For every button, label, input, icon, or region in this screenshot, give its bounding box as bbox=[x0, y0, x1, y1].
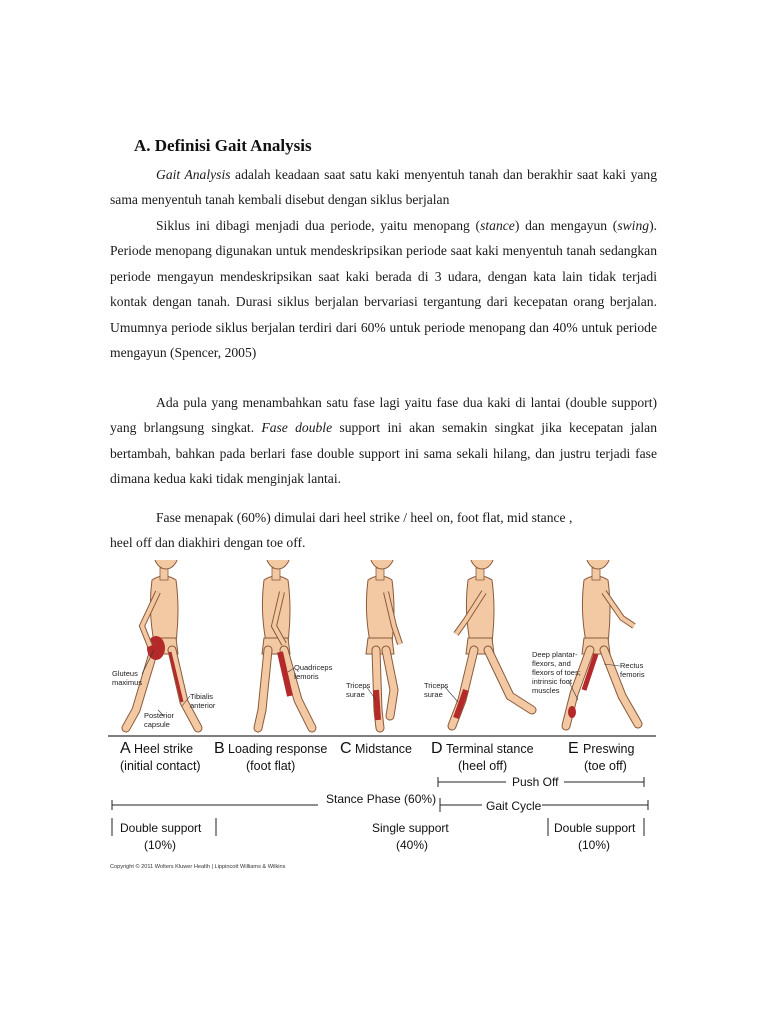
phase-d-name: Terminal stance bbox=[446, 742, 534, 756]
italic-term: Gait Analysis bbox=[156, 167, 231, 182]
label-surae-d: surae bbox=[424, 690, 443, 699]
single-support-pct: (40%) bbox=[396, 838, 429, 852]
italic-term: Fase double bbox=[261, 420, 333, 436]
label-gluteus: Gluteus bbox=[112, 669, 138, 678]
label-surae-c: surae bbox=[346, 690, 365, 699]
walker-b bbox=[258, 560, 312, 728]
phase-b-name: Loading response bbox=[228, 742, 328, 756]
label-deep-5: muscles bbox=[532, 686, 560, 695]
phase-e-name: Preswing bbox=[583, 742, 635, 756]
paragraph-text: ). Periode menopang digunakan untuk mendeskripsikan periode saat kaki menyentuh tanah sedangkan periode mengayun mendeskripsikan saat kaki berada di 3 udara, dengan kata lain tidak terjadi kontak dengan tanah. Durasi siklus berjalan bervariasi tergantung dari kecepatan orang berjalan. Umumnya periode siklus berjalan terdiri dari 60% untuk periode menopang dan 40% untuk periode mengayun (Spencer, 2005) bbox=[110, 218, 657, 361]
phase-a-sub: (initial contact) bbox=[120, 759, 201, 773]
double-support-right-pct: (10%) bbox=[578, 838, 611, 852]
label-femoris-b: femoris bbox=[294, 672, 319, 681]
gait-cycle-label: Gait Cycle bbox=[486, 799, 542, 813]
label-deep-1: Deep plantar- bbox=[532, 650, 578, 659]
paragraph-stance-phases bbox=[110, 505, 657, 556]
section-heading: A. Definisi Gait Analysis bbox=[134, 136, 312, 155]
phase-c-letter: C bbox=[340, 740, 352, 757]
paragraph-text: Ada pula yang menambahkan satu fase lagi yaitu fase dua kaki di lantai (double support) yang brlangsung singkat. bbox=[110, 395, 657, 436]
label-posterior: Posterior bbox=[144, 711, 175, 720]
walker-d bbox=[452, 560, 532, 726]
label-quadriceps: Quadriceps bbox=[294, 663, 333, 672]
label-deep-2: flexors, and bbox=[532, 659, 571, 668]
label-deep-4: intrinsic foot bbox=[532, 677, 573, 686]
paragraph-gait-cycle-periods bbox=[110, 213, 657, 365]
paragraph-text: ) dan mengayun ( bbox=[514, 218, 618, 233]
paragraph-text: adalah keadaan saat satu kaki menyentuh tanah dan berakhir saat kaki yang sama menyentuh tanah kembali disebut dengan siklus berjalan bbox=[110, 167, 657, 208]
phase-d-sub: (heel off) bbox=[458, 759, 508, 773]
phase-b-letter: B bbox=[214, 740, 225, 757]
label-femoris-e: femoris bbox=[620, 670, 645, 679]
gait-cycle-illustration bbox=[108, 560, 656, 872]
label-maximus: maximus bbox=[112, 678, 143, 687]
phase-a-name: Heel strike bbox=[134, 742, 194, 756]
label-tibialis: Tibialis bbox=[190, 692, 214, 701]
italic-term: stance bbox=[480, 218, 515, 233]
label-triceps-d: Triceps bbox=[424, 681, 449, 690]
paragraph-text: Siklus ini dibagi menjadi dua periode, yaitu menopang ( bbox=[156, 218, 481, 233]
paragraph-text: support ini akan semakin singkat jika kecepatan jalan bertambah, bahkan pada berlari fase double support ini sama sekali hilang, dan justru terjadi fase dimana kedua kaki tidak menginjak lantai. bbox=[110, 420, 657, 487]
phase-c-name: Midstance bbox=[355, 742, 412, 756]
phase-e-letter: E bbox=[568, 740, 579, 757]
walker-c bbox=[366, 560, 400, 728]
double-support-right: Double support bbox=[554, 821, 636, 835]
label-anterior: anterior bbox=[190, 701, 216, 710]
walker-e bbox=[566, 560, 638, 726]
phase-d-letter: D bbox=[431, 740, 443, 757]
label-triceps-c: Triceps bbox=[346, 681, 371, 690]
label-rectus: Rectus bbox=[620, 661, 644, 670]
double-support-left-pct: (10%) bbox=[144, 838, 177, 852]
phase-a-letter: A bbox=[120, 740, 131, 757]
italic-term: swing bbox=[617, 218, 650, 233]
phase-b-sub: (foot flat) bbox=[246, 759, 296, 773]
figure-copyright: Copyright © 2011 Wolters Kluwer Health | Lippincott Williams & Wilkins bbox=[110, 864, 286, 870]
label-deep-3: flexors of toes; bbox=[532, 668, 581, 677]
paragraph-line: heel off dan diakhiri dengan toe off. bbox=[110, 535, 306, 551]
paragraph-line: Fase menapak (60%) dimulai dari heel strike / heel on, foot flat, mid stance , bbox=[156, 510, 573, 525]
gait-cycle-figure bbox=[108, 560, 656, 872]
phase-e-sub: (toe off) bbox=[584, 759, 627, 773]
paragraph-gait-definition bbox=[110, 162, 657, 213]
paragraph-double-support bbox=[110, 390, 657, 492]
single-support: Single support bbox=[372, 821, 449, 835]
stance-phase-label: Stance Phase (60%) bbox=[326, 792, 437, 806]
label-capsule: capsule bbox=[144, 720, 170, 729]
walker-a bbox=[126, 560, 198, 728]
push-off-label: Push Off bbox=[512, 775, 559, 789]
double-support-left: Double support bbox=[120, 821, 202, 835]
